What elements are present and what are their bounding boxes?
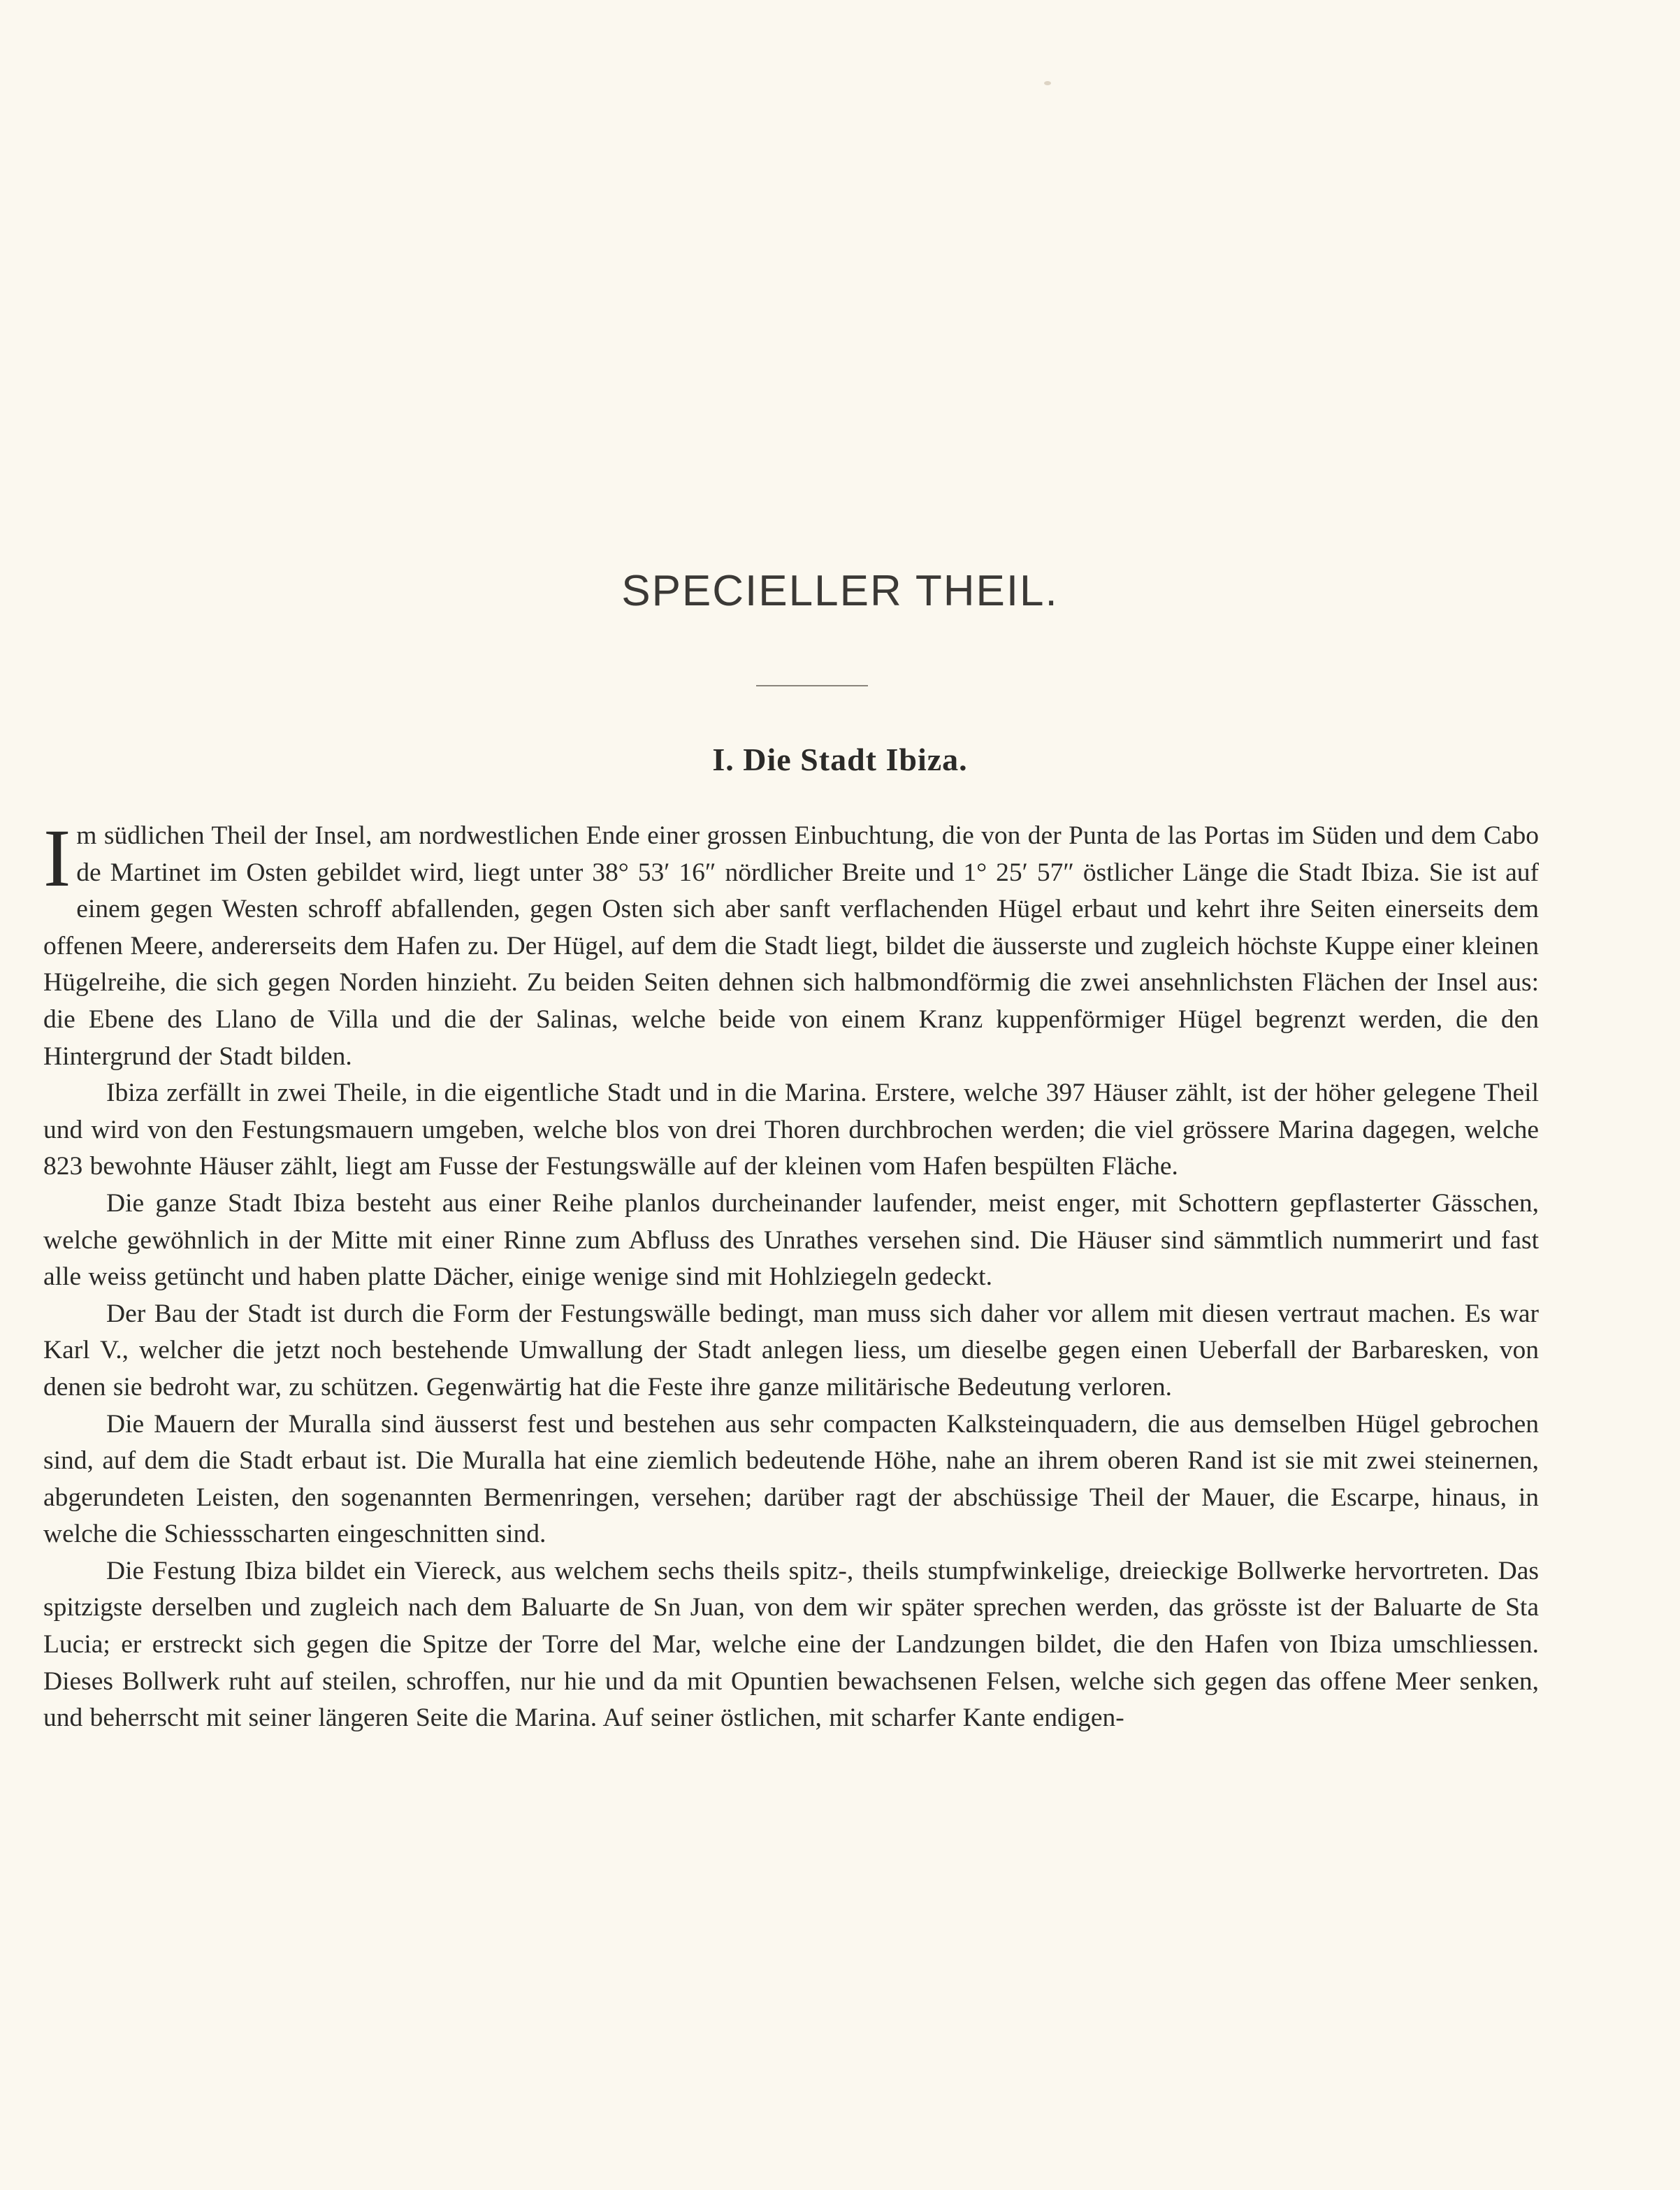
section-heading: I. Die Stadt Ibiza. <box>712 742 968 777</box>
paragraph-1 <box>43 812 1539 1075</box>
page-title: SPECIELLER THEIL. <box>621 567 1059 615</box>
paragraph-6: Die Festung Ibiza bildet ein Viereck, aus welchem sechs theils spitz-, theils stumpfwinkelige, dreieckige Bollwerke hervortreten. Das spitzigste derselben und zugleich nach dem Baluarte de Sn Juan, von dem wir später sprechen werden, das grösste ist der Baluarte de Sta Lucia; er erstreckt sich gegen die Spitze der Torre del Mar, welche eine der Landzungen bildet, die den Hafen von Ibiza umschliessen. Dieses Bollwerk ruht auf steilen, schroffen, nur hie und da mit Opuntien bewachsenen Felsen, welche sich gegen das offene Meer senken, und beherrscht mit seiner längeren Seite die Marina. Auf seiner östlichen, mit scharfer Kante endigen- <box>43 1556 1539 1733</box>
paragraph-2: Ibiza zerfällt in zwei Theile, in die eigentliche Stadt und in die Marina. Erstere, welche 397 Häuser zählt, ist der höher gelegene Theil und wird von den Festungsmauern umgeben, welche blos von drei Thoren durchbrochen werden; die viel grössere Marina dagegen, welche 823 bewohnte Häuser zählt, liegt am Fusse der Festungswälle auf der kleinen vom Hafen bespülten Fläche. <box>43 1079 1539 1181</box>
drop-cap: I <box>43 812 71 904</box>
paragraph-1-text: m südlichen Theil der Insel, am nordwestlichen Ende einer grossen Einbuchtung, die von der Punta de las Portas im Süden und dem Cabo de Martinet im Osten gebildet wird, liegt unter 38° 53′ 16″ nördlicher Breite und 1° 25′ 57″ östlicher Länge die Stadt Ibiza. Sie ist auf einem gegen Westen schroff abfallenden, gegen Osten sich aber sanft verflachenden Hügel erbaut und kehrt ihre Seiten einerseits dem offenen Meere, andererseits dem Hafen zu. Der Hügel, auf dem die Stadt liegt, bildet die äusserste und zugleich höchste Kuppe einer kleinen Hügelreihe, die sich gegen Norden hinzieht. Zu beiden Seiten dehnen sich halbmondförmig die zwei ansehnlichsten Flächen der Insel aus: die Ebene des Llano de Villa und die der Salinas, welche beide von einem Kranz kuppenförmiger Hügel begrenzt werden, die den Hintergrund der Stadt bilden. <box>43 821 1539 1071</box>
paragraph-3: Die ganze Stadt Ibiza besteht aus einer Reihe planlos durcheinander laufender, meist enger, mit Schottern gepflasterter Gässchen, welche gewöhnlich in der Mitte mit einer Rinne zum Abfluss des Unrathes versehen sind. Die Häuser sind sämmtlich nummerirt und fast alle weiss getüncht und haben platte Dächer, einige wenige sind mit Hohlziegeln gedeckt. <box>43 1188 1539 1292</box>
paper-speck <box>1044 81 1051 85</box>
body-text <box>43 812 1539 1737</box>
paragraph-4: Der Bau der Stadt ist durch die Form der Festungswälle bedingt, man muss sich daher vor allem mit diesen vertraut machen. Es war Karl V., welcher die jetzt noch bestehende Umwallung der Stadt anlegen liess, um dieselbe gegen einen Ueberfall der Barbaresken, von denen sie bedroht war, zu schützen. Gegenwärtig hat die Feste ihre ganze militärische Bedeutung verloren. <box>43 1299 1539 1402</box>
title-divider <box>756 685 868 686</box>
paragraph-5: Die Mauern der Muralla sind äusserst fest und bestehen aus sehr compacten Kalksteinquadern, die aus demselben Hügel gebrochen sind, auf dem die Stadt erbaut ist. Die Muralla hat eine ziemlich bedeutende Höhe, nahe an ihrem oberen Rand ist sie mit zwei steinernen, abgerundeten Leisten, den sogenannten Bermenringen, versehen; darüber ragt der abschüssige Theil der Mauer, die Escarpe, hinaus, in welche die Schiessscharten eingeschnitten sind. <box>43 1409 1539 1549</box>
